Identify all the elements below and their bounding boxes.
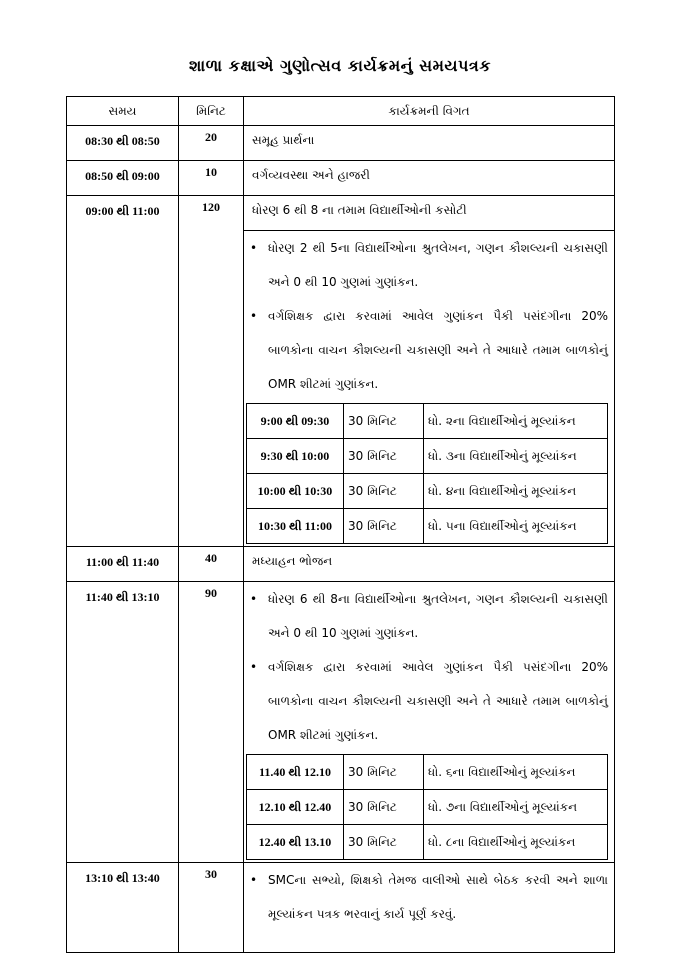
sub-time: 12.40 થી 13.10 xyxy=(247,825,344,860)
bullet-list xyxy=(246,863,608,931)
table-row xyxy=(67,582,615,863)
sub-minutes: 30 મિનિટ xyxy=(344,404,424,439)
sub-description: ધો. ૪ના વિદ્યાર્થીઓનું મૂલ્યાંકન xyxy=(424,474,608,509)
sub-time: 12.10 થી 12.40 xyxy=(247,790,344,825)
table-row xyxy=(67,126,615,161)
row-time: 13:10 થી 13:40 xyxy=(67,863,179,953)
sub-description: ધો. ૬ના વિદ્યાર્થીઓનું મૂલ્યાંકન xyxy=(424,755,608,790)
sub-description: ધો. ૮ના વિદ્યાર્થીઓનું મૂલ્યાંકન xyxy=(424,825,608,860)
bullet-list xyxy=(246,582,608,752)
list-item: • SMCના સભ્યો, શિક્ષકો તેમજ વાલીઓ સાથે બેઠક કરવી અને શાળા મૂલ્યાંકન પત્રક ભરવાનું કાર્ય પૂર્ણ કરવું. xyxy=(246,863,608,931)
sub-row xyxy=(247,755,608,790)
row-description: મધ્યાહન ભોજન xyxy=(244,547,615,582)
list-item: • વર્ગશિક્ષક દ્વારા કરવામાં આવેલ ગુણાંકન પૈકી પસંદગીના 20% બાળકોના વાચન કૌશલ્યની ચકાસણી અને તે આધારે તમામ બાળકોનું OMR શીટમાં ગુણાંકન. xyxy=(246,299,608,401)
sub-row xyxy=(247,474,608,509)
sub-description: ધો. ૫ના વિદ્યાર્થીઓનું મૂલ્યાંકન xyxy=(424,509,608,544)
row-minutes: 10 xyxy=(179,161,244,196)
sub-row xyxy=(247,790,608,825)
row-description: ધોરણ 6 થી 8 ના તમામ વિદ્યાર્થીઓની કસોટી xyxy=(244,196,615,231)
sub-row xyxy=(247,404,608,439)
sub-row xyxy=(247,825,608,860)
sub-minutes: 30 મિનિટ xyxy=(344,755,424,790)
row-description: વર્ગવ્યવસ્થા અને હાજરી xyxy=(244,161,615,196)
row-time: 11:40 થી 13:10 xyxy=(67,582,179,863)
sub-time: 10:00 થી 10:30 xyxy=(247,474,344,509)
row-time: 08:50 થી 09:00 xyxy=(67,161,179,196)
sub-description: ધો. ૭ના વિદ્યાર્થીઓનું મૂલ્યાંકન xyxy=(424,790,608,825)
sub-description: ધો. ૩ના વિદ્યાર્થીઓનું મૂલ્યાંકન xyxy=(424,439,608,474)
sub-time: 9:00 થી 09:30 xyxy=(247,404,344,439)
row-minutes: 90 xyxy=(179,582,244,863)
list-item: • ધોરણ 2 થી 5ના વિદ્યાર્થીઓના શ્રુતલેખન, ગણન કૌશલ્યની ચકાસણી અને 0 થી 10 ગુણમાં ગુણાંકન. xyxy=(246,231,608,299)
sub-schedule-table xyxy=(246,754,608,860)
page-title: શાળા કક્ષાએ ગુણોત્સવ કાર્યક્રમનું સમયપત્રક xyxy=(188,56,492,75)
sub-time: 11.40 થી 12.10 xyxy=(247,755,344,790)
table-row xyxy=(67,863,615,953)
table-row xyxy=(67,547,615,582)
header-row xyxy=(67,97,615,126)
sub-minutes: 30 મિનિટ xyxy=(344,825,424,860)
list-item: • વર્ગશિક્ષક દ્વારા કરવામાં આવેલ ગુણાંકન પૈકી પસંદગીના 20% બાળકોના વાચન કૌશલ્યની ચકાસણી અને તે આધારે તમામ બાળકોનું OMR શીટમાં ગુણાંકન. xyxy=(246,650,608,752)
sub-time: 9:30 થી 10:00 xyxy=(247,439,344,474)
sub-row xyxy=(247,509,608,544)
header-minutes: મિનિટ xyxy=(179,97,244,126)
row-time: 08:30 થી 08:50 xyxy=(67,126,179,161)
header-details: કાર્યક્રમની વિગત xyxy=(244,97,615,126)
table-row xyxy=(67,196,615,231)
schedule-table xyxy=(66,96,615,953)
row-minutes: 30 xyxy=(179,863,244,953)
sub-row xyxy=(247,439,608,474)
row-minutes: 120 xyxy=(179,196,244,547)
row-minutes: 20 xyxy=(179,126,244,161)
row-detail-cell xyxy=(244,582,615,863)
sub-minutes: 30 મિનિટ xyxy=(344,439,424,474)
list-item: • ધોરણ 6 થી 8ના વિદ્યાર્થીઓના શ્રુતલેખન, ગણન કૌશલ્યની ચકાસણી અને 0 થી 10 ગુણમાં ગુણાંકન. xyxy=(246,582,608,650)
sub-time: 10:30 થી 11:00 xyxy=(247,509,344,544)
header-time: સમય xyxy=(67,97,179,126)
sub-description: ધો. ૨ના વિદ્યાર્થીઓનું મૂલ્યાંકન xyxy=(424,404,608,439)
table-row xyxy=(67,161,615,196)
sub-minutes: 30 મિનિટ xyxy=(344,509,424,544)
sub-schedule-table xyxy=(246,403,608,544)
sub-minutes: 30 મિનિટ xyxy=(344,790,424,825)
bullet-list xyxy=(246,231,608,401)
row-time: 09:00 થી 11:00 xyxy=(67,196,179,547)
row-detail-cell xyxy=(244,863,615,953)
row-minutes: 40 xyxy=(179,547,244,582)
row-detail-cell xyxy=(244,231,615,547)
row-description: સમૂહ પ્રાર્થના xyxy=(244,126,615,161)
row-time: 11:00 થી 11:40 xyxy=(67,547,179,582)
sub-minutes: 30 મિનિટ xyxy=(344,474,424,509)
